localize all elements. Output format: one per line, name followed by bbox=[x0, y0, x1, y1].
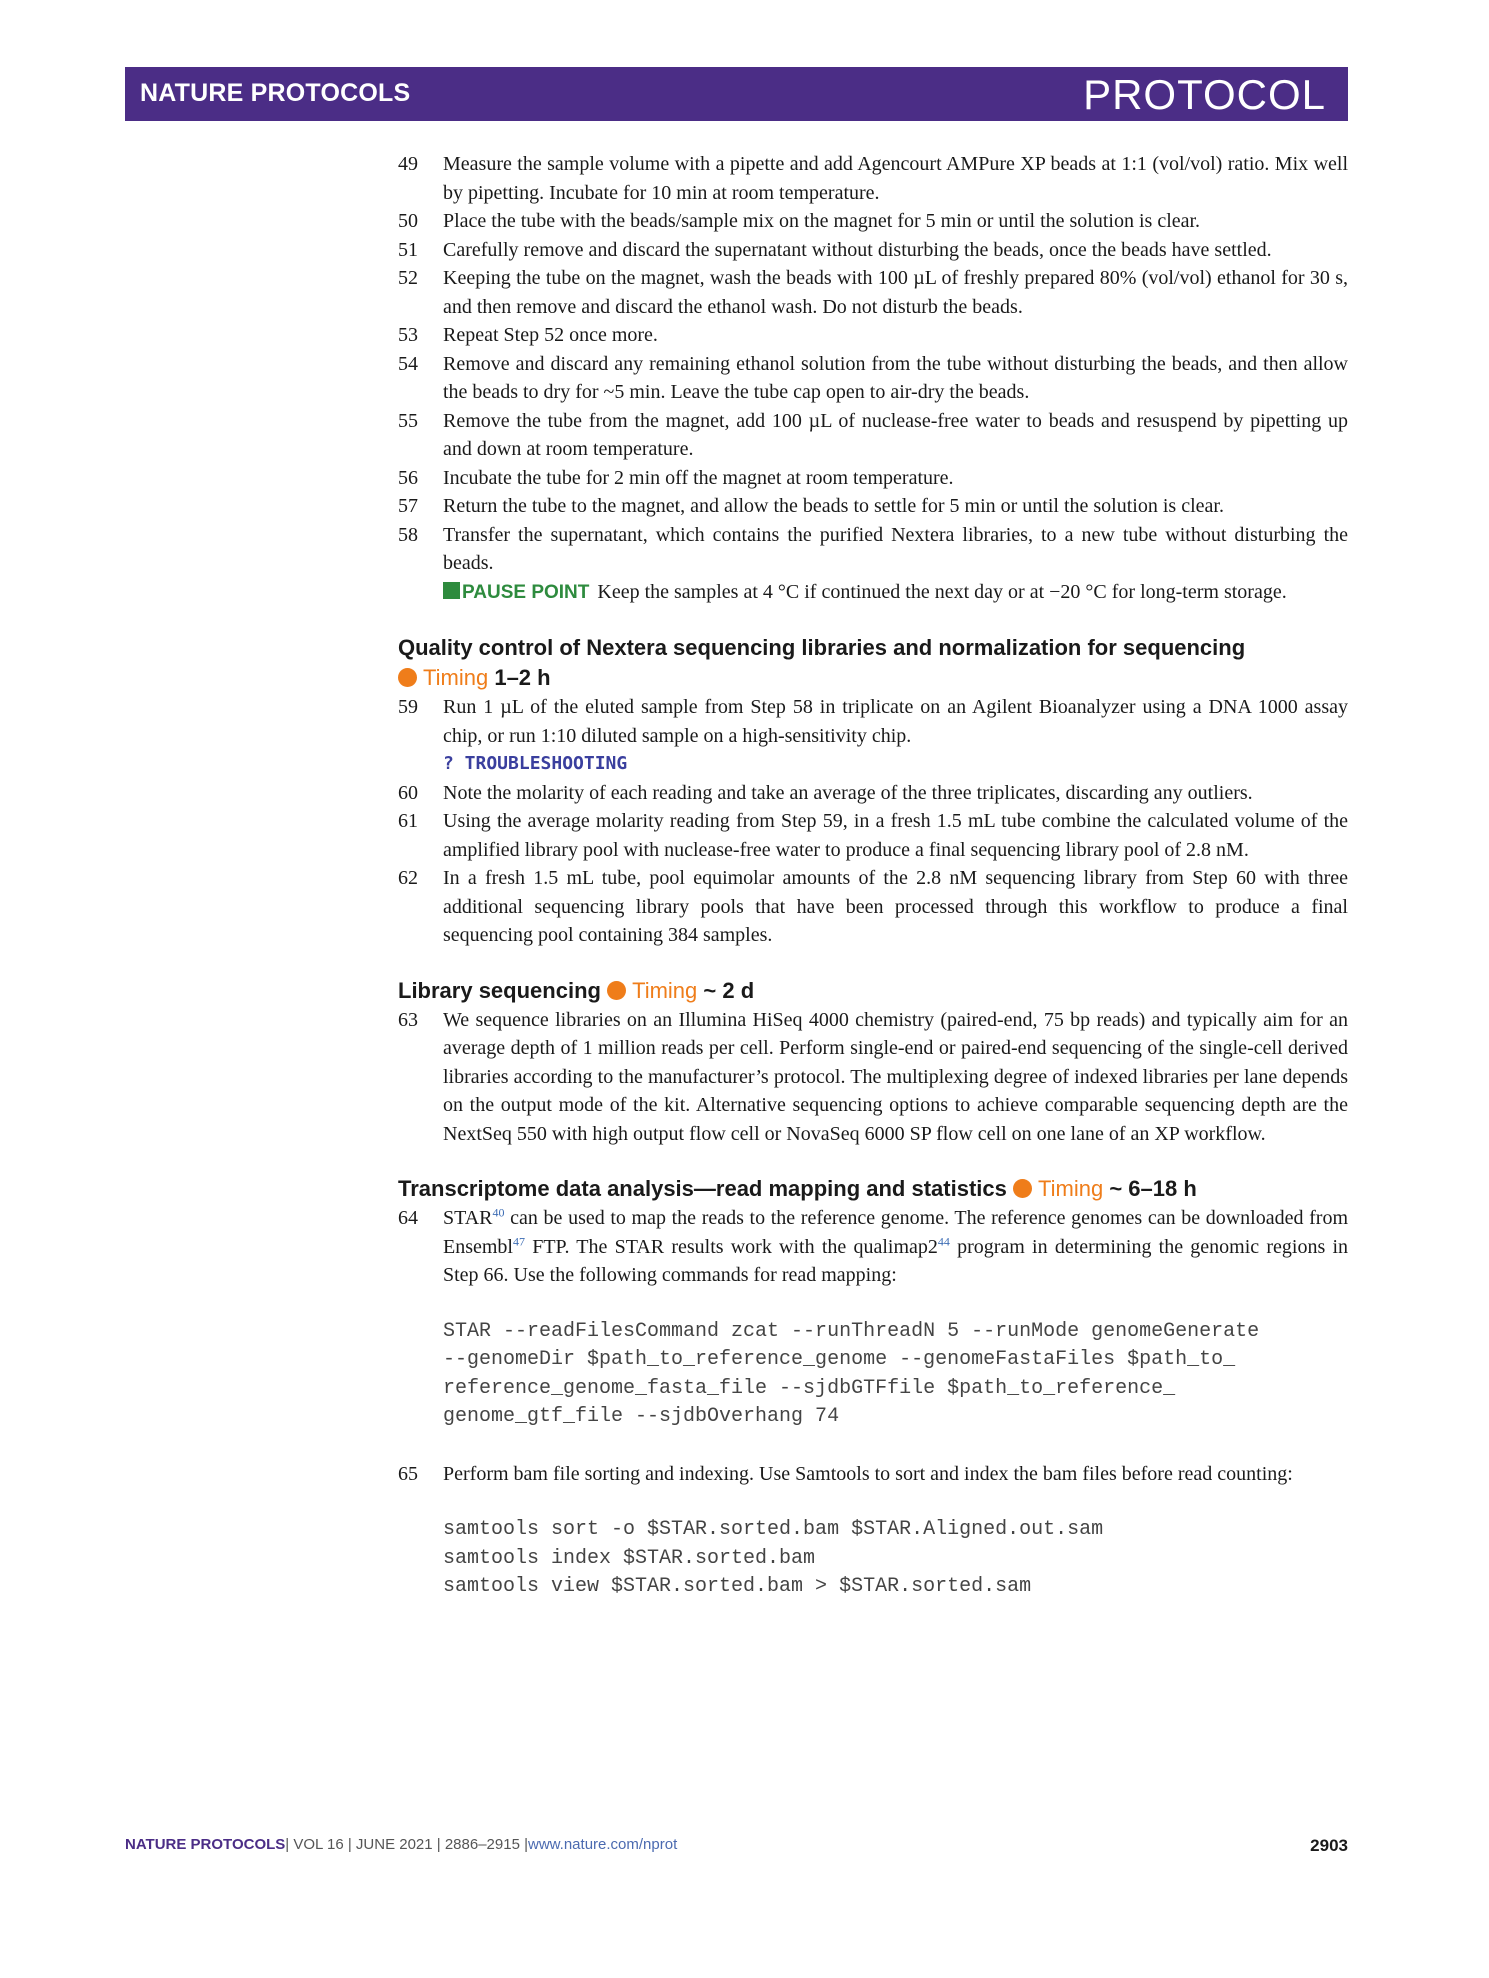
step-60 bbox=[398, 779, 1348, 808]
step-number: 53 bbox=[398, 324, 418, 346]
step-62 bbox=[398, 864, 1348, 950]
timing-label: Timing bbox=[423, 665, 489, 690]
step-text: Measure the sample volume with a pipette and add Agencourt AMPure XP beads at 1:1 (vol/vol) ratio. Mix well by pipetting. Incubate for 10 min at room temperature. bbox=[443, 153, 1348, 204]
footer-citation: | VOL 16 | JUNE 2021 | 2886–2915 | bbox=[285, 1836, 528, 1853]
step-text bbox=[443, 1204, 1348, 1290]
text-run: STAR bbox=[443, 1207, 493, 1229]
code-line: --genomeDir $path_to_reference_genome --genomeFastaFiles $path_to_ bbox=[443, 1348, 1236, 1371]
code-block-samtools bbox=[398, 1516, 1348, 1602]
step-number: 56 bbox=[398, 466, 418, 489]
step-number: 55 bbox=[398, 409, 418, 432]
pause-square-icon bbox=[443, 582, 460, 599]
step-text: Remove and discard any remaining ethanol solution from the tube without disturbing the beads, and then allow the beads to dry for ~5 min. Leave the tube cap open to air-dry the beads. bbox=[443, 352, 1348, 403]
procedure-steps-49-57 bbox=[398, 150, 1348, 521]
step-text: Carefully remove and discard the supernatant without disturbing the beads, once the beads have settled. bbox=[443, 238, 1272, 261]
journal-header-bar bbox=[125, 67, 1348, 121]
step-50 bbox=[398, 207, 1348, 236]
troubleshooting-link[interactable]: ? TROUBLESHOOTING bbox=[443, 753, 628, 774]
step-number: 61 bbox=[398, 810, 418, 832]
code-line: genome_gtf_file --sjdbOverhang 74 bbox=[443, 1405, 840, 1428]
step-text: Keeping the tube on the magnet, wash the beads with 100 µL of freshly prepared 80% (vol/vol) ethanol for 30 s, and then remove and discard the ethanol wash. Do not disturb the beads. bbox=[443, 267, 1348, 318]
step-number: 50 bbox=[398, 210, 418, 232]
step-56 bbox=[398, 464, 1348, 493]
step-number: 62 bbox=[398, 867, 418, 889]
section-heading-read-mapping bbox=[398, 1174, 1348, 1204]
step-number: 57 bbox=[398, 495, 418, 517]
text-run: FTP. The STAR results work with the qualimap2 bbox=[525, 1235, 938, 1258]
step-number: 59 bbox=[398, 696, 418, 718]
step-55 bbox=[398, 407, 1348, 464]
step-59 bbox=[398, 693, 1348, 779]
timing-dot-icon bbox=[607, 981, 626, 1000]
step-number: 52 bbox=[398, 267, 418, 289]
timing-label: Timing bbox=[1038, 1176, 1104, 1201]
section-heading-quality-control bbox=[398, 633, 1348, 693]
step-63 bbox=[398, 1006, 1348, 1149]
step-52 bbox=[398, 264, 1348, 321]
step-65 bbox=[398, 1460, 1348, 1489]
pause-point-label: PAUSE POINT bbox=[462, 581, 590, 603]
step-number: 49 bbox=[398, 153, 418, 175]
step-57 bbox=[398, 492, 1348, 521]
timing-value: ~ 6–18 h bbox=[1109, 1176, 1197, 1201]
code-block-star bbox=[398, 1318, 1348, 1432]
section-title: Quality control of Nextera sequencing libraries and normalization for sequencing bbox=[398, 635, 1246, 660]
pause-point bbox=[443, 578, 1348, 608]
page-number: 2903 bbox=[1310, 1836, 1348, 1855]
step-64 bbox=[398, 1204, 1348, 1290]
reference-44[interactable]: 44 bbox=[937, 1233, 950, 1248]
step-text: Transfer the supernatant, which contains the purified Nextera libraries, to a new tube without disturbing the beads. bbox=[443, 523, 1348, 574]
step-number: 63 bbox=[398, 1008, 418, 1031]
procedure-steps-60-62 bbox=[398, 779, 1348, 950]
section-heading-library-sequencing bbox=[398, 976, 1348, 1006]
journal-name: NATURE PROTOCOLS bbox=[140, 79, 411, 107]
step-text: Remove the tube from the magnet, add 100 µL of nuclease-free water to beads and resuspend by pipetting up and down at room temperature. bbox=[443, 409, 1348, 460]
text-run: can be used to map the reads to the reference genome. The reference genomes can be downloaded from Ensembl bbox=[443, 1207, 1348, 1258]
code-line: STAR --readFilesCommand zcat --runThreadN 5 --runMode genomeGenerate bbox=[443, 1319, 1260, 1343]
timing-label: Timing bbox=[632, 977, 698, 1003]
timing-value: 1–2 h bbox=[494, 665, 551, 690]
step-text: Note the molarity of each reading and take an average of the three triplicates, discarding any outliers. bbox=[443, 781, 1253, 804]
pause-point-text: Keep the samples at 4 °C if continued the next day or at −20 °C for long-term storage. bbox=[597, 580, 1287, 603]
step-number: 58 bbox=[398, 523, 418, 546]
footer-url[interactable]: www.nature.com/nprot bbox=[528, 1836, 678, 1853]
timing-dot-icon bbox=[1013, 1179, 1032, 1198]
step-text: Incubate the tube for 2 min off the magnet at room temperature. bbox=[443, 466, 954, 489]
step-text: In a fresh 1.5 mL tube, pool equimolar amounts of the 2.8 nM sequencing library from Step 60 with three additional sequencing library pools that have been processed through this workflow to produce a final sequencing pool containing 384 samples. bbox=[443, 867, 1348, 946]
step-58 bbox=[398, 521, 1348, 608]
footer-journal: NATURE PROTOCOLS bbox=[125, 1836, 286, 1853]
section-title: Library sequencing bbox=[398, 977, 601, 1003]
step-text: Using the average molarity reading from Step 59, in a fresh 1.5 mL tube combine the calculated volume of the amplified library pool with nuclease-free water to produce a final sequencing library pool of 2.8 nM. bbox=[443, 810, 1348, 861]
step-49 bbox=[398, 150, 1348, 207]
step-text: Return the tube to the magnet, and allow the beads to settle for 5 min or until the solution is clear. bbox=[443, 495, 1224, 517]
step-number: 51 bbox=[398, 238, 418, 261]
code-line: samtools index $STAR.sorted.bam bbox=[443, 1546, 816, 1570]
step-text: Place the tube with the beads/sample mix on the magnet for 5 min or until the solution is clear. bbox=[443, 210, 1201, 232]
step-54 bbox=[398, 350, 1348, 407]
step-text: Run 1 µL of the eluted sample from Step 58 in triplicate on an Agilent Bioanalyzer using a DNA 1000 assay chip, or run 1:10 diluted sample on a high-sensitivity chip. bbox=[443, 696, 1348, 747]
step-51 bbox=[398, 236, 1348, 265]
main-content bbox=[398, 150, 1348, 1602]
timing-value: ~ 2 d bbox=[703, 977, 755, 1003]
reference-40[interactable]: 40 bbox=[492, 1205, 505, 1220]
reference-47[interactable]: 47 bbox=[513, 1233, 525, 1248]
step-61 bbox=[398, 807, 1348, 864]
code-line: samtools view $STAR.sorted.bam > $STAR.sorted.sam bbox=[443, 1575, 1032, 1598]
step-number: 64 bbox=[398, 1207, 418, 1229]
step-number: 65 bbox=[398, 1462, 418, 1485]
step-53 bbox=[398, 321, 1348, 350]
code-line: reference_genome_fasta_file --sjdbGTFfile $path_to_reference_ bbox=[443, 1376, 1176, 1400]
page-footer bbox=[125, 1836, 1348, 1853]
step-text: Perform bam file sorting and indexing. Use Samtools to sort and index the bam files before read counting: bbox=[443, 1462, 1293, 1485]
step-text: We sequence libraries on an Illumina HiSeq 4000 chemistry (paired-end, 75 bp reads) and typically aim for an average depth of 1 million reads per cell. Perform single-end or paired-end sequencing of the single-cell derived libraries according to the manufacturer’s protocol. The multiplexing degree of indexed libraries per lane depends on the output mode of the kit. Alternative sequencing options to achieve comparable sequencing depth are the NextSeq 550 with high output flow cell or NovaSeq 6000 SP flow cell on one lane of an XP workflow. bbox=[443, 1008, 1348, 1145]
step-number: 54 bbox=[398, 352, 418, 375]
section-title: Transcriptome data analysis—read mapping and statistics bbox=[398, 1176, 1007, 1201]
code-line: samtools sort -o $STAR.sorted.bam $STAR.Aligned.out.sam bbox=[443, 1518, 1104, 1541]
text-run: program in determining the genomic regions in Step 66. Use the following commands for read mapping: bbox=[443, 1235, 1349, 1286]
timing-dot-icon bbox=[398, 668, 417, 687]
article-type: PROTOCOL bbox=[1083, 71, 1326, 118]
step-text: Repeat Step 52 once more. bbox=[443, 324, 658, 346]
step-number: 60 bbox=[398, 781, 418, 804]
